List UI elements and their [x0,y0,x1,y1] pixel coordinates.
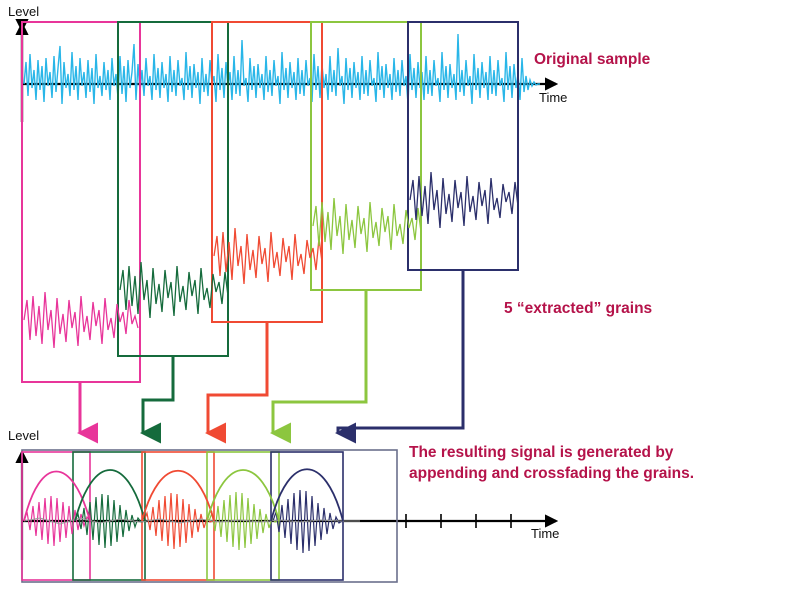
top-level-axis-label: Level [8,4,40,19]
grain-waveform-4 [313,198,421,254]
top-time-axis-label: Time [539,90,568,105]
original-sample-annotation: Original sample [534,51,651,68]
connector-arrow-5 [338,270,463,433]
bottom-time-axis-label: Time [531,526,560,541]
grain-window-5[interactable] [408,22,518,270]
connector-arrow-3 [208,322,267,433]
grain-waveform-5 [410,172,518,228]
grain-waveform-1 [24,292,138,348]
connector-arrow-2 [143,356,173,433]
connector-arrow-4 [273,290,366,433]
original-waveform [24,34,540,104]
extracted-grains-annotation: 5 “extracted” grains [504,300,653,317]
grain-waveform-3 [214,228,322,284]
grain-window-4[interactable] [311,22,421,290]
envelope-2 [75,470,145,521]
result-annotation-line1: The resulting signal is generated by [409,444,674,461]
bottom-level-axis-label: Level [8,428,40,443]
result-waveform-3 [144,493,213,549]
result-annotation-line2: appending and crossfading the grains. [409,465,695,482]
